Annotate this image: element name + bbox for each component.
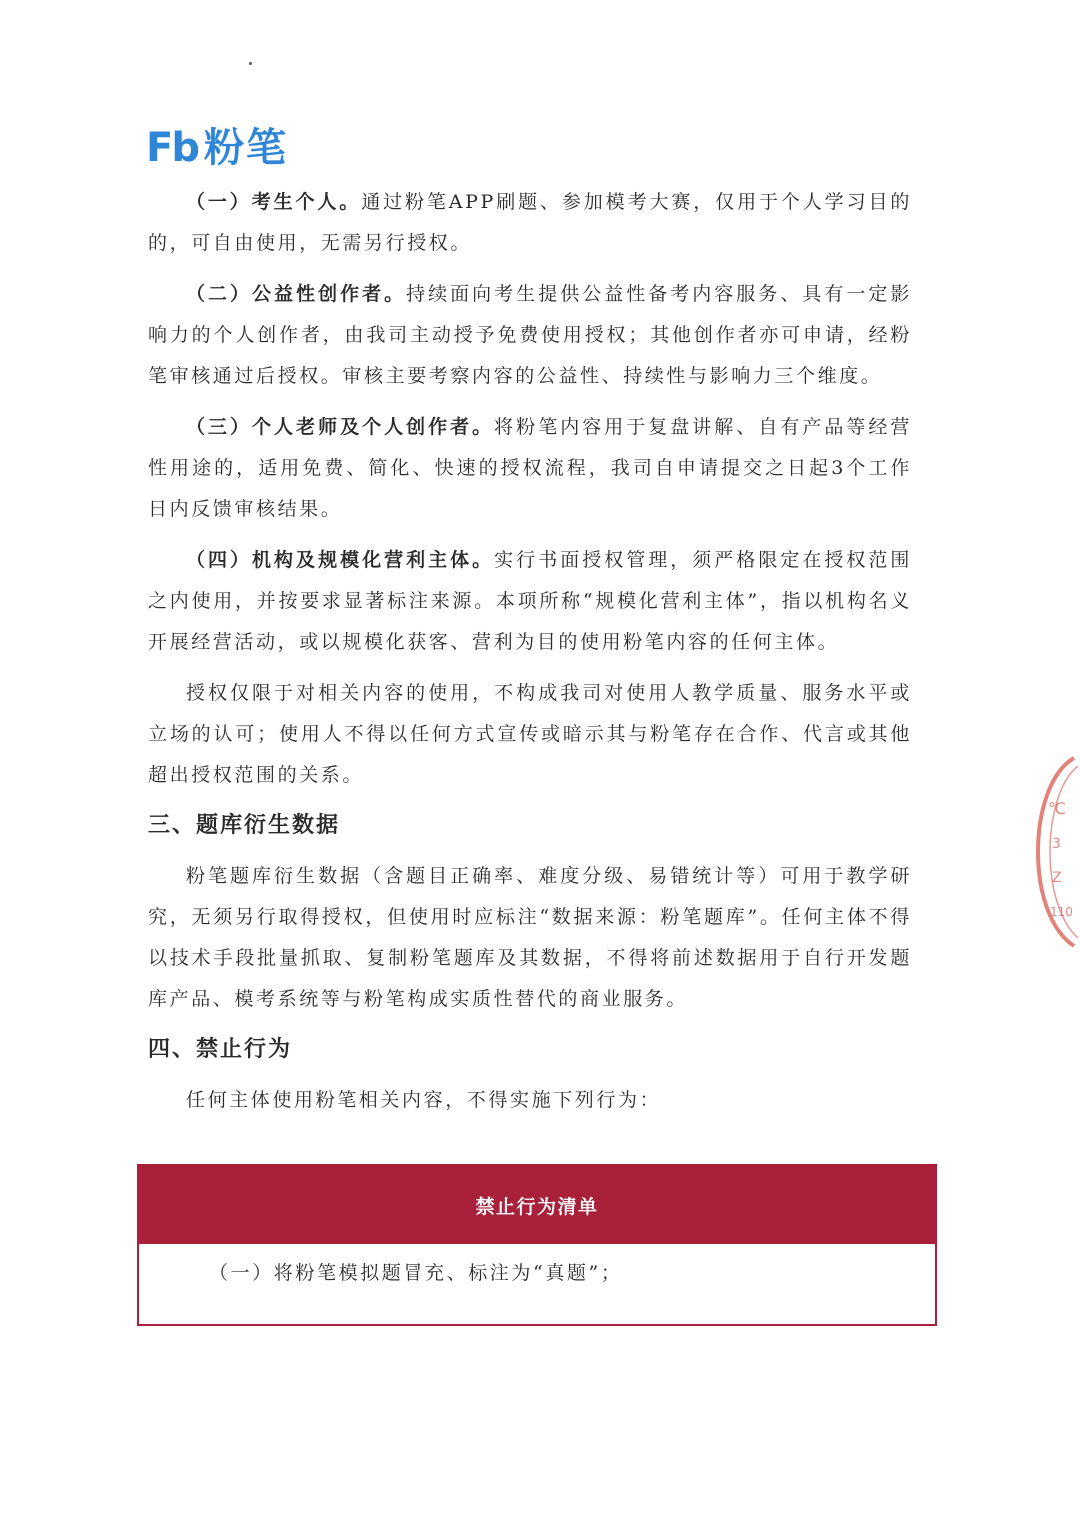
paragraph-text: 将粉笔内容用于复盘讲解、自有产品等经营性用途的，适用免费、简化、快速的授权流程，我司自申请提交之日起3个工作日内反馈审核结果。 [148, 416, 912, 520]
brand-logo [146, 122, 288, 174]
paragraph-public-creator [148, 274, 912, 397]
logo-mark: Fb [146, 125, 198, 171]
svg-text:110: 110 [1050, 905, 1073, 919]
table-title: 禁止行为清单 [139, 1166, 935, 1244]
paragraph-lead: （四）机构及规模化营利主体。 [186, 549, 495, 571]
document-body [148, 182, 912, 1131]
paragraph-text: 通过粉笔APP刷题、参加模考大赛，仅用于个人学习目的的，可自由使用，无需另行授权。 [148, 191, 912, 254]
section3-paragraph: 粉笔题库衍生数据（含题目正确率、难度分级、易错统计等）可用于教学研究，无须另行取得授权，但使用时应标注“数据来源：粉笔题库”。任何主体不得以技术手段批量抓取、复制粉笔题库及其数据，不得将前述数据用于自行开发题库产品、模考系统等与粉笔构成实质性替代的商业服务。 [148, 865, 912, 1010]
paragraph-authorization-scope [148, 673, 912, 796]
section4-intro: 任何主体使用粉笔相关内容，不得实施下列行为： [186, 1089, 662, 1111]
scan-speck [249, 62, 252, 65]
paragraph-lead: （一）考生个人。 [186, 191, 362, 213]
svg-text:℃: ℃ [1048, 799, 1066, 818]
seal-stamp-icon [1030, 752, 1080, 952]
paragraph-lead: （二）公益性创作者。 [186, 283, 407, 305]
prohibited-behaviors-table [137, 1164, 937, 1326]
section3-heading: 三、题库衍生数据 [148, 813, 341, 838]
paragraph-teacher-creator [148, 407, 912, 530]
paragraph-lead: （三）个人老师及个人创作者。 [186, 416, 495, 438]
svg-text:3: 3 [1052, 836, 1061, 852]
paragraph-text: 持续面向考生提供公益性备考内容服务、具有一定影响力的个人创作者，由我司主动授予免费使用授权；其他创作者亦可申请，经粉笔审核通过后授权。审核主要考察内容的公益性、持续性与影响力三个维度。 [148, 283, 912, 387]
section4-heading: 四、禁止行为 [148, 1037, 293, 1062]
table-row: （一）将粉笔模拟题冒充、标注为“真题”； [209, 1262, 623, 1284]
logo-text: 粉笔 [203, 125, 288, 171]
paragraph-examinee [148, 182, 912, 264]
paragraph-institution [148, 540, 912, 663]
paragraph-text: 实行书面授权管理，须严格限定在授权范围之内使用，并按要求显著标注来源。本项所称“规模化营利主体”，指以机构名义开展经营活动，或以规模化获客、营利为目的使用粉笔内容的任何主体。 [148, 549, 912, 653]
svg-text:Z: Z [1052, 870, 1062, 886]
paragraph-text: 授权仅限于对相关内容的使用，不构成我司对使用人教学质量、服务水平或立场的认可；使用人不得以任何方式宣传或暗示其与粉笔存在合作、代言或其他超出授权范围的关系。 [148, 682, 912, 786]
